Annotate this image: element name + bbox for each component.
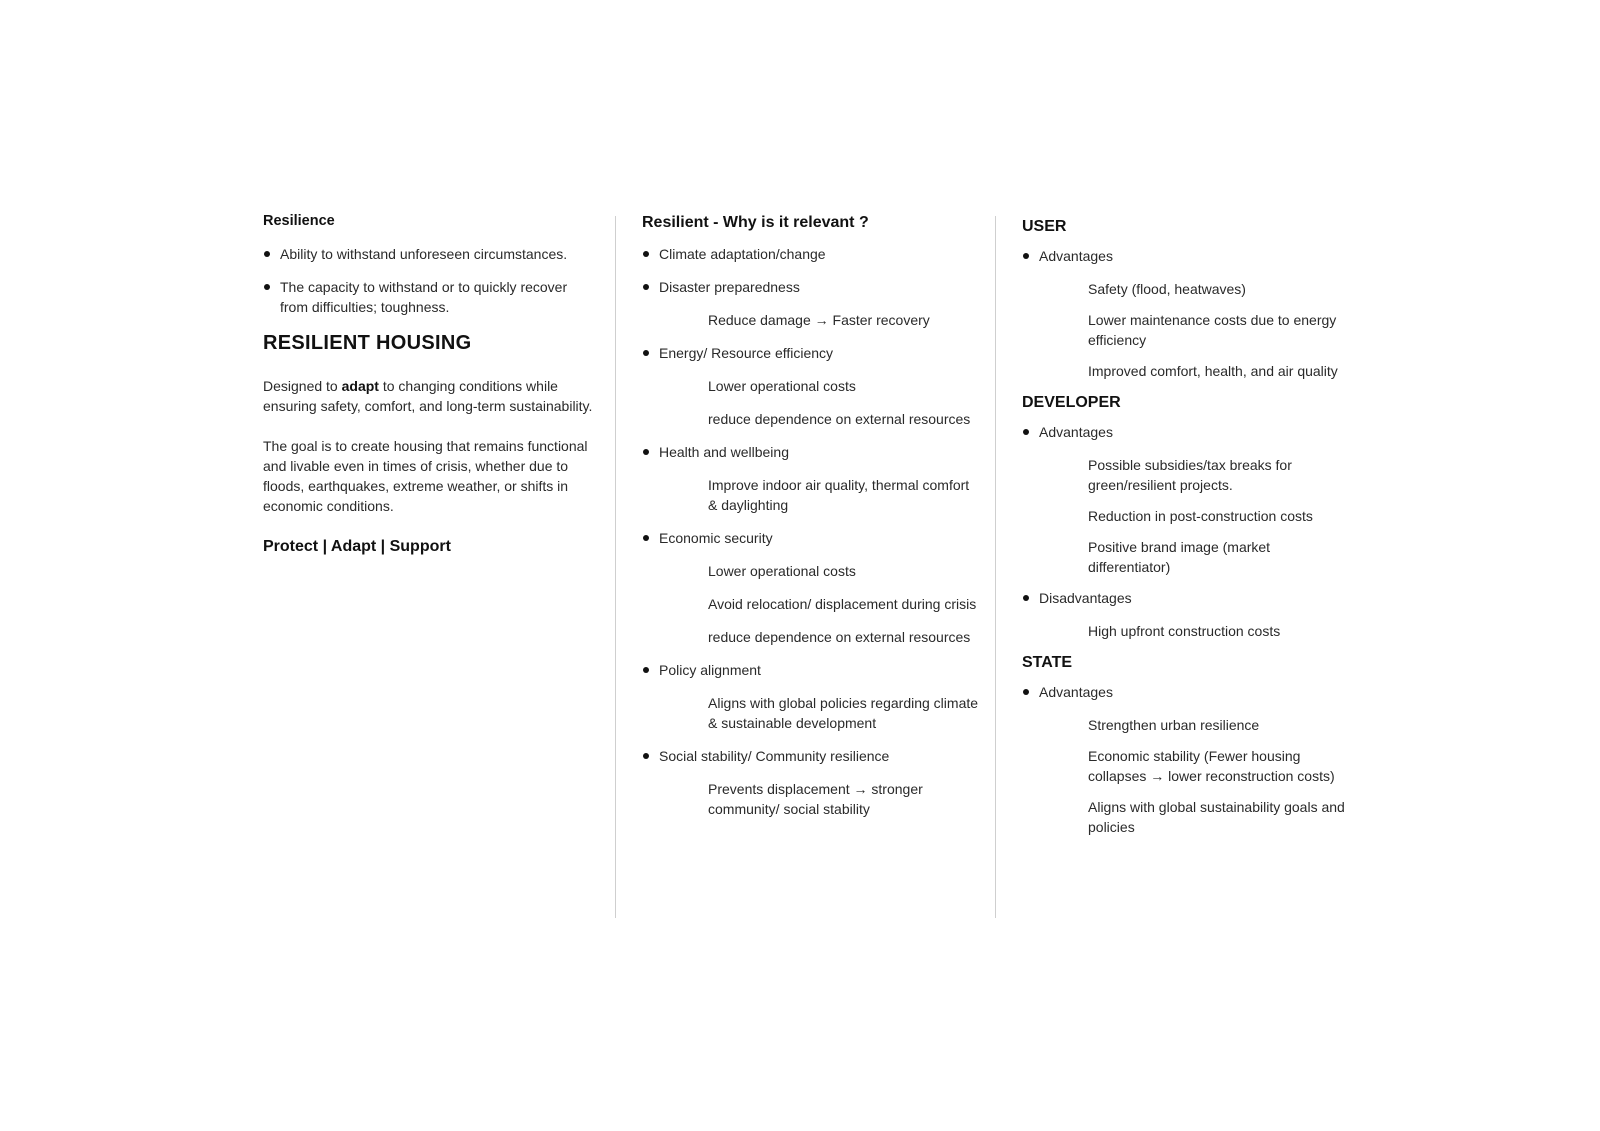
resilience-definition-list xyxy=(263,244,593,317)
stakeholder-group-label: Advantages xyxy=(1039,248,1113,264)
bullet-dot-icon xyxy=(264,284,270,290)
bullet-dot-icon xyxy=(643,251,649,257)
bullet-dot-icon xyxy=(643,535,649,541)
resilience-title: Resilience xyxy=(263,213,335,229)
relevance-subitem: reduce dependence on external resources xyxy=(708,411,971,427)
stakeholder-point: Positive brand image (market differentiator) xyxy=(1088,539,1271,575)
bullet-dot-icon xyxy=(1023,253,1029,259)
relevance-subitem: Improve indoor air quality, thermal comfort & daylighting xyxy=(708,477,970,513)
relevance-subitem: Aligns with global policies regarding climate & sustainable development xyxy=(708,695,979,731)
definition-text: The capacity to withstand or to quickly recover from difficulties; toughness. xyxy=(280,279,568,315)
column-divider xyxy=(615,216,616,918)
column-divider xyxy=(995,216,996,918)
relevance-subitem: Lower operational costs xyxy=(708,378,856,394)
column-relevance xyxy=(642,212,982,832)
bullet-dot-icon xyxy=(1023,689,1029,695)
resilient-housing-heading: RESILIENT HOUSING xyxy=(263,332,472,354)
stakeholder-group xyxy=(1022,246,1352,266)
description-post: to changing conditions while ensuring safety, comfort, and long-term sustainability. xyxy=(263,378,593,414)
bullet-dot-icon xyxy=(643,449,649,455)
bullet-dot-icon xyxy=(643,667,649,673)
stakeholder-group xyxy=(1022,682,1352,702)
relevance-subitem: Lower operational costs xyxy=(708,563,856,579)
stakeholder-point: Economic stability (Fewer housing collapses → lower reconstruction costs) xyxy=(1088,748,1335,784)
stakeholder-point: Lower maintenance costs due to energy efficiency xyxy=(1088,312,1337,348)
housing-description xyxy=(263,376,593,416)
relevance-item-label: Disaster preparedness xyxy=(659,279,800,295)
definition-item xyxy=(263,244,593,264)
bullet-dot-icon xyxy=(643,753,649,759)
relevance-item-label: Social stability/ Community resilience xyxy=(659,748,890,764)
stakeholder-group-label: Advantages xyxy=(1039,684,1113,700)
stakeholder-group-label: Disadvantages xyxy=(1039,590,1132,606)
stakeholder-group xyxy=(1022,422,1352,442)
stakeholder-point: High upfront construction costs xyxy=(1088,623,1281,639)
relevance-subitem: Prevents displacement → stronger community/ social stability xyxy=(708,781,923,817)
stakeholder-point: Possible subsidies/tax breaks for green/resilient projects. xyxy=(1088,457,1292,493)
description-pre: Designed to xyxy=(263,378,342,394)
relevance-item-label: Policy alignment xyxy=(659,662,761,678)
bullet-dot-icon xyxy=(264,251,270,257)
relevance-item xyxy=(642,277,982,297)
relevance-subitem: reduce dependence on external resources xyxy=(708,629,971,645)
description-bold-keyword: adapt xyxy=(341,378,379,394)
relevance-item xyxy=(642,746,982,766)
stakeholder-point: Aligns with global sustainability goals and policies xyxy=(1088,799,1345,835)
bullet-dot-icon xyxy=(643,284,649,290)
relevance-list xyxy=(642,244,982,819)
stakeholder-point: Reduction in post-construction costs xyxy=(1088,508,1313,524)
relevance-item-label: Climate adaptation/change xyxy=(659,246,826,262)
relevance-subitem: Reduce damage → Faster recovery xyxy=(708,312,930,328)
housing-goal: The goal is to create housing that remains functional and livable even in times of crisis, whether due to floods, earthquakes, extreme weather, or shifts in economic conditions. xyxy=(263,438,588,514)
definition-item xyxy=(263,277,593,317)
column-resilience xyxy=(263,212,593,558)
stakeholder-point: Strengthen urban resilience xyxy=(1088,717,1260,733)
column-stakeholders xyxy=(1022,212,1352,848)
stakeholder-title: DEVELOPER xyxy=(1022,394,1121,411)
definition-text: Ability to withstand unforeseen circumstances. xyxy=(280,246,568,262)
relevance-item xyxy=(642,528,982,548)
stakeholder-point: Safety (flood, heatwaves) xyxy=(1088,281,1246,297)
relevance-subitem: Avoid relocation/ displacement during crisis xyxy=(708,596,977,612)
relevance-item-label: Energy/ Resource efficiency xyxy=(659,345,834,361)
stakeholder-group-label: Advantages xyxy=(1039,424,1113,440)
stakeholder-title: USER xyxy=(1022,218,1067,235)
motto: Protect | Adapt | Support xyxy=(263,538,451,555)
bullet-dot-icon xyxy=(643,350,649,356)
stakeholder-list xyxy=(1022,216,1352,837)
relevance-item-label: Health and wellbeing xyxy=(659,444,789,460)
relevance-title: Resilient - Why is it relevant ? xyxy=(642,214,869,231)
stakeholder-point: Improved comfort, health, and air quality xyxy=(1088,363,1338,379)
relevance-item xyxy=(642,660,982,680)
relevance-item xyxy=(642,244,982,264)
stakeholder-group xyxy=(1022,588,1352,608)
relevance-item xyxy=(642,343,982,363)
bullet-dot-icon xyxy=(1023,429,1029,435)
stakeholder-title: STATE xyxy=(1022,654,1073,671)
relevance-item-label: Economic security xyxy=(659,530,773,546)
relevance-item xyxy=(642,442,982,462)
bullet-dot-icon xyxy=(1023,595,1029,601)
